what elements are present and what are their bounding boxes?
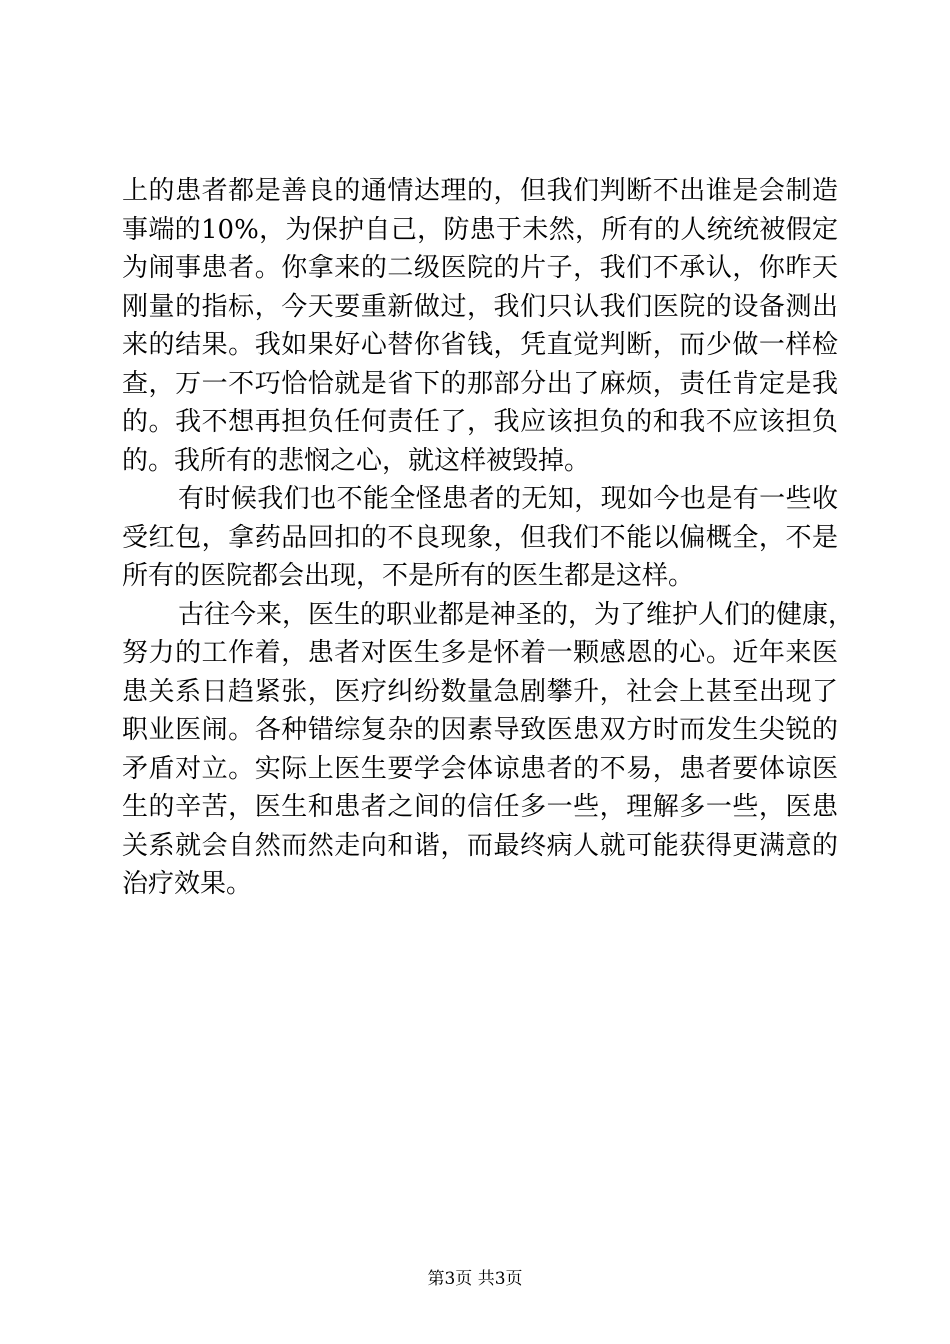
text-line: 为闹事患者。你拿来的二级医院的片子，我们不承认，你昨天 (122, 253, 838, 283)
paragraph-first-line: 古往今来，医生的职业都是神圣的，为了维护人们的健康， (178, 599, 855, 630)
text-line: 的。我所有的悲悯之心，就这样被毁掉。 (122, 445, 591, 476)
text-line: 职业医闹。各种错综复杂的因素导致医患双方时而发生尖锐的 (122, 715, 838, 745)
text-line: 所有的医院都会出现，不是所有的医生都是这样。 (122, 561, 695, 591)
text-line: 生的辛苦，医生和患者之间的信任多一些，理解多一些，医患 (122, 792, 838, 822)
text-line: 努力的工作着，患者对医生多是怀着一颗感恩的心。近年来医 (122, 638, 838, 668)
text-line: 事端的10%，为保护自己，防患于未然，所有的人统统被假定 (122, 214, 838, 245)
text-line: 来的结果。我如果好心替你省钱，凭直觉判断，而少做一样检 (122, 330, 838, 360)
text-line: 受红包，拿药品回扣的不良现象，但我们不能以偏概全，不是 (122, 522, 838, 553)
text-line: 上的患者都是善良的通情达理的，但我们判断不出谁是会制造 (122, 176, 838, 206)
text-line: 治疗效果。 (122, 869, 253, 899)
text-line: 查，万一不巧恰恰就是省下的那部分出了麻烦，责任肯定是我 (122, 368, 838, 399)
paragraph-first-line: 有时候我们也不能全怪患者的无知，现如今也是有一些收 (178, 484, 838, 514)
text-line: 的。我不想再担负任何责任了，我应该担负的和我不应该担负 (122, 407, 838, 437)
text-line: 患关系日趋紧张，医疗纠纷数量急剧攀升，社会上甚至出现了 (122, 676, 838, 707)
document-body (122, 172, 855, 904)
text-line: 关系就会自然而然走向和谐，而最终病人就可能获得更满意的 (122, 830, 838, 861)
text-line: 矛盾对立。实际上医生要学会体谅患者的不易，患者要体谅医 (122, 753, 838, 784)
text-line: 刚量的指标，今天要重新做过，我们只认我们医院的设备测出 (122, 291, 838, 322)
page-number-footer: 第3页 共3页 (427, 1269, 523, 1289)
